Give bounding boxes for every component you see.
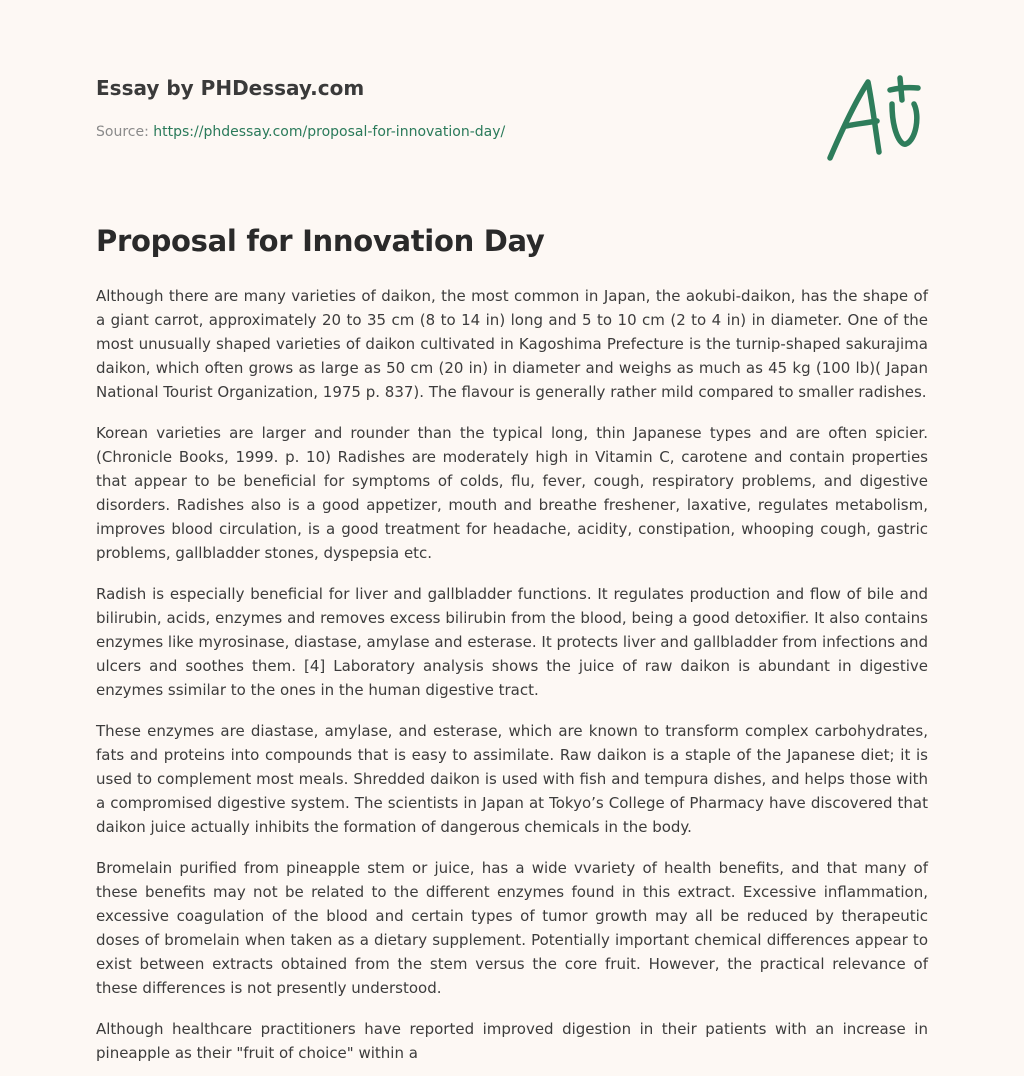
essay-body [96, 284, 928, 1076]
source-label: Source: [96, 124, 149, 140]
source-line [96, 124, 505, 140]
a-plus-logo-icon [822, 68, 926, 164]
essay-title: Proposal for Innovation Day [96, 224, 545, 258]
essay-paragraph: Although there are many varieties of daikon, the most common in Japan, the aokubi-daikon, has the shape of a giant carrot, approximately 20 to 35 cm (8 to 14 in) long and 5 to 10 cm (2 to 4 in) in diameter. One of the most unusually shaped varieties of daikon cultivated in Kagoshima Prefecture is the turnip-shaped sakurajima daikon, which often grows as large as 50 cm (20 in) in diameter and weighs as much as 45 kg (100 lb)( Japan National Tourist Organization, 1975 p. 837). The flavour is generally rather mild compared to smaller radishes. [96, 287, 928, 401]
essay-paragraph: Although healthcare practitioners have reported improved digestion in their patients with an increase in pineapple as their "fruit of choice" within a [96, 1020, 928, 1062]
essay-paragraph: These enzymes are diastase, amylase, and esterase, which are known to transform complex carbohydrates, fats and proteins into compounds that is easy to assimilate. Raw daikon is a staple of the Japanese diet; it is used to complement most meals. Shredded daikon is used with fish and tempura dishes, and helps those with a compromised digestive system. The scientists in Japan at Tokyo’s College of Pharmacy have discovered that daikon juice actually inhibits the formation of dangerous chemicals in the body. [96, 722, 928, 836]
essay-paragraph: Bromelain purified from pineapple stem or juice, has a wide vvariety of health benefits, and that many of these benefits may not be related to the different enzymes found in this extract. Excessive inflammation, excessive coagulation of the blood and certain types of tumor growth may all be reduced by therapeutic doses of bromelain when taken as a dietary supplement. Potentially important chemical differences appear to exist between extracts obtained from the stem versus the core fruit. However, the practical relevance of these differences is not presently understood. [96, 859, 928, 997]
essay-paragraph: Korean varieties are larger and rounder than the typical long, thin Japanese types and are often spicier. (Chronicle Books, 1999. p. 10) Radishes are moderately high in Vitamin C, carotene and contain properties that appear to be beneficial for symptoms of colds, flu, fever, cough, respiratory problems, and digestive disorders. Radishes also is a good appetizer, mouth and breathe freshener, laxative, regulates metabolism, improves blood circulation, is a good treatment for headache, acidity, constipation, whooping cough, gastric problems, gallbladder stones, dyspepsia etc. [96, 424, 928, 562]
site-brand: Essay by PHDessay.com [96, 76, 365, 100]
essay-paragraph: Radish is especially beneficial for liver and gallbladder functions. It regulates production and flow of bile and bilirubin, acids, enzymes and removes excess bilirubin from the blood, being a good detoxifier. It also contains enzymes like myrosinase, diastase, amylase and esterase. It protects liver and gallbladder from infections and ulcers and soothes them. [4] Laboratory analysis shows the juice of raw daikon is abundant in digestive enzymes ssimilar to the ones in the human digestive tract. [96, 585, 929, 699]
source-link[interactable]: https://phdessay.com/proposal-for-innovation-day/ [153, 124, 506, 140]
